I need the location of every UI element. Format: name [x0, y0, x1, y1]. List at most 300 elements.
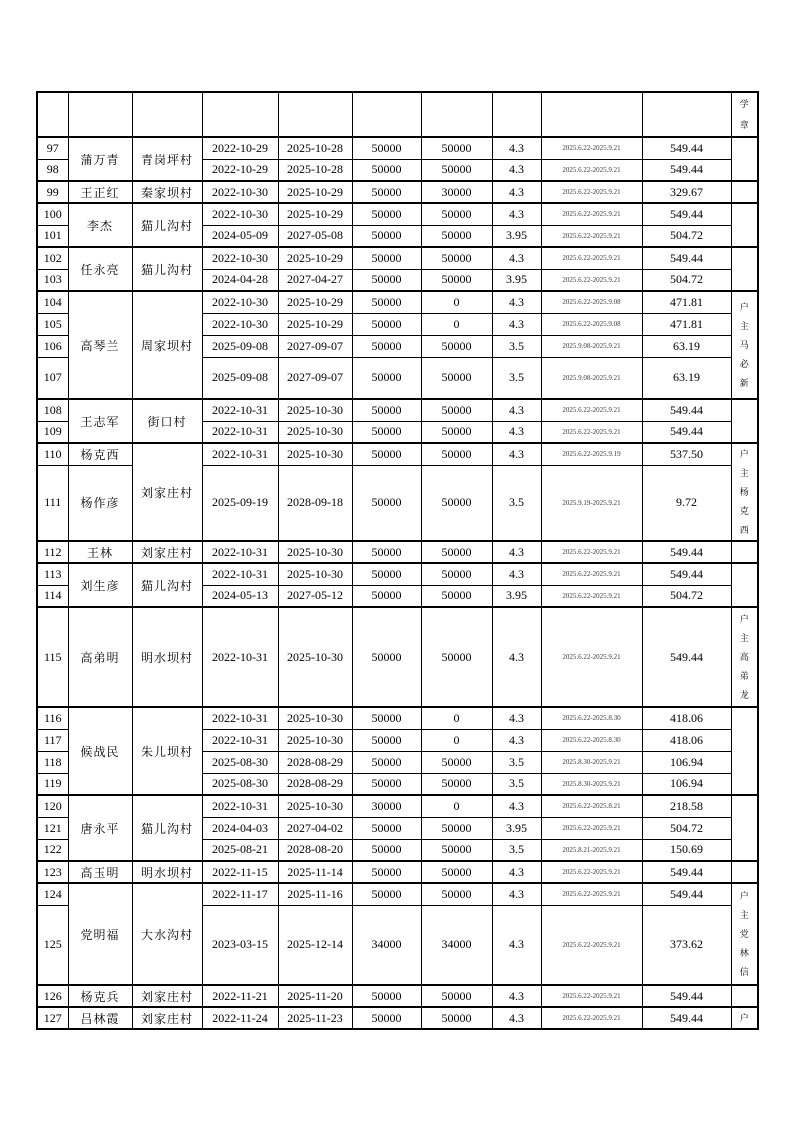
cell-balance: 50000 — [421, 751, 492, 773]
loan-table — [36, 91, 759, 1030]
cell-village: 刘家庄村 — [132, 1007, 202, 1029]
cell-amount: 50000 — [352, 291, 421, 313]
cell-no: 126 — [37, 985, 68, 1007]
cell-interest: 549.44 — [642, 203, 731, 225]
cell-interest: 504.72 — [642, 585, 731, 607]
cell-no: 108 — [37, 399, 68, 421]
cell-period: 2025.6.22-2025.9.08 — [541, 313, 642, 335]
cell-balance: 0 — [421, 291, 492, 313]
cell-village — [132, 92, 202, 137]
remark-char: 户 — [739, 890, 749, 901]
cell-interest: 471.81 — [642, 313, 731, 335]
cell-interest: 218.58 — [642, 795, 731, 817]
cell-no: 107 — [37, 357, 68, 399]
cell-interest: 373.62 — [642, 905, 731, 985]
cell-start-date: 2025-08-21 — [202, 839, 278, 861]
cell-balance: 50000 — [421, 985, 492, 1007]
cell-start-date: 2022-10-30 — [202, 181, 278, 203]
table-row — [37, 795, 758, 817]
table-row — [37, 137, 758, 159]
table-row — [37, 607, 758, 707]
cell-start-date: 2022-10-31 — [202, 729, 278, 751]
cell-end-date: 2025-10-30 — [278, 563, 352, 585]
cell-amount: 50000 — [352, 421, 421, 443]
remark-char: 户 — [739, 301, 749, 312]
cell-start-date: 2022-10-30 — [202, 247, 278, 269]
cell-start-date: 2024-04-03 — [202, 817, 278, 839]
cell-village: 猫儿沟村 — [132, 247, 202, 291]
cell-rate: 4.3 — [492, 707, 541, 729]
remark-char: 高 — [739, 651, 749, 662]
cell-rate: 4.3 — [492, 729, 541, 751]
cell-no: 99 — [37, 181, 68, 203]
cell-end-date: 2025-10-28 — [278, 159, 352, 181]
remark-char: 克 — [739, 505, 749, 516]
cell-no: 104 — [37, 291, 68, 313]
cell-interest: 549.44 — [642, 607, 731, 707]
cell-period: 2025.9.08-2025.9.21 — [541, 357, 642, 399]
cell-village: 秦家坝村 — [132, 181, 202, 203]
cell-amount: 50000 — [352, 861, 421, 883]
cell-balance: 34000 — [421, 905, 492, 985]
cell-amount: 30000 — [352, 795, 421, 817]
cell-end-date: 2027-04-02 — [278, 817, 352, 839]
cell-balance: 30000 — [421, 181, 492, 203]
cell-end-date: 2025-10-29 — [278, 291, 352, 313]
cell-village: 明水坝村 — [132, 607, 202, 707]
cell-no: 106 — [37, 335, 68, 357]
cell-balance: 50000 — [421, 465, 492, 541]
cell-amount: 50000 — [352, 563, 421, 585]
cell-no: 101 — [37, 225, 68, 247]
cell-no: 97 — [37, 137, 68, 159]
cell-name: 高弟明 — [68, 607, 132, 707]
cell-interest: 537.50 — [642, 443, 731, 465]
cell-village: 周家坝村 — [132, 291, 202, 399]
cell-rate: 4.3 — [492, 181, 541, 203]
cell-balance: 50000 — [421, 335, 492, 357]
cell-no: 125 — [37, 905, 68, 985]
cell-name: 杨克西 — [68, 443, 132, 465]
cell-end-date: 2025-10-30 — [278, 729, 352, 751]
cell-no: 112 — [37, 541, 68, 563]
table-row — [37, 247, 758, 269]
cell-interest: 150.69 — [642, 839, 731, 861]
cell-balance: 50000 — [421, 773, 492, 795]
cell-village: 刘家庄村 — [132, 443, 202, 541]
cell-balance: 50000 — [421, 443, 492, 465]
cell-balance: 50000 — [421, 269, 492, 291]
cell-start-date: 2022-10-31 — [202, 541, 278, 563]
cell-balance: 0 — [421, 795, 492, 817]
cell-village: 街口村 — [132, 399, 202, 443]
remark-char: 必 — [739, 358, 749, 369]
cell-amount: 50000 — [352, 335, 421, 357]
cell-village: 刘家庄村 — [132, 541, 202, 563]
cell-start-date: 2023-03-15 — [202, 905, 278, 985]
cell-balance: 50000 — [421, 137, 492, 159]
cell-period: 2025.6.22-2025.9.21 — [541, 883, 642, 905]
cell-remark — [731, 247, 758, 291]
cell-end-date: 2028-08-20 — [278, 839, 352, 861]
cell-balance: 50000 — [421, 585, 492, 607]
cell-interest: 106.94 — [642, 751, 731, 773]
cell-rate: 4.3 — [492, 137, 541, 159]
cell-balance: 50000 — [421, 1007, 492, 1029]
cell-interest: 63.19 — [642, 357, 731, 399]
cell-interest: 549.44 — [642, 137, 731, 159]
cell-no: 100 — [37, 203, 68, 225]
remark-char: 主 — [739, 320, 749, 331]
table-row — [37, 541, 758, 563]
remark-char: 章 — [739, 119, 749, 130]
cell-end-date: 2025-11-23 — [278, 1007, 352, 1029]
cell-rate: 4.3 — [492, 541, 541, 563]
cell-rate: 4.3 — [492, 795, 541, 817]
cell-remark — [731, 563, 758, 607]
remark-char: 党 — [739, 928, 749, 939]
cell-rate: 4.3 — [492, 861, 541, 883]
cell-rate: 3.5 — [492, 839, 541, 861]
cell-start-date: 2022-10-30 — [202, 291, 278, 313]
cell-amount: 50000 — [352, 839, 421, 861]
cell-end-date: 2028-08-29 — [278, 773, 352, 795]
cell-interest: 418.06 — [642, 707, 731, 729]
cell-amount: 50000 — [352, 159, 421, 181]
cell-remark — [731, 203, 758, 247]
cell-no: 119 — [37, 773, 68, 795]
cell-no — [37, 92, 68, 137]
cell-remark — [731, 181, 758, 203]
cell-start-date: 2024-05-09 — [202, 225, 278, 247]
cell-amount: 50000 — [352, 137, 421, 159]
cell-remark — [731, 795, 758, 861]
cell-no: 111 — [37, 465, 68, 541]
cell-interest: 549.44 — [642, 861, 731, 883]
cell-amount: 50000 — [352, 247, 421, 269]
cell-interest: 549.44 — [642, 159, 731, 181]
cell-rate: 4.3 — [492, 443, 541, 465]
cell-amount: 50000 — [352, 203, 421, 225]
cell-remark — [731, 137, 758, 181]
cell-amount: 50000 — [352, 729, 421, 751]
cell-start-date: 2022-10-31 — [202, 443, 278, 465]
cell-no: 116 — [37, 707, 68, 729]
cell-start-date: 2022-10-31 — [202, 795, 278, 817]
cell-remark-vertical — [731, 443, 758, 541]
cell-rate: 3.5 — [492, 773, 541, 795]
cell-village: 猫儿沟村 — [132, 203, 202, 247]
cell-no: 98 — [37, 159, 68, 181]
cell-rate: 3.5 — [492, 335, 541, 357]
remark-char: 西 — [739, 524, 749, 535]
table-row — [37, 443, 758, 465]
cell-amount: 50000 — [352, 817, 421, 839]
cell-rate: 4.3 — [492, 247, 541, 269]
cell-rate: 3.95 — [492, 817, 541, 839]
cell-name: 刘生彦 — [68, 563, 132, 607]
cell-rate: 3.5 — [492, 751, 541, 773]
cell-village: 朱儿坝村 — [132, 707, 202, 795]
cell-period: 2025.6.22-2025.8.30 — [541, 729, 642, 751]
cell-no: 124 — [37, 883, 68, 905]
cell-name: 高玉明 — [68, 861, 132, 883]
cell-village: 明水坝村 — [132, 861, 202, 883]
cell-remark-vertical — [731, 92, 758, 137]
cell-balance: 50000 — [421, 225, 492, 247]
cell-rate: 4.3 — [492, 421, 541, 443]
cell-start-date: 2022-11-17 — [202, 883, 278, 905]
cell-rate: 4.3 — [492, 159, 541, 181]
cell-amount — [352, 92, 421, 137]
cell-name: 任永亮 — [68, 247, 132, 291]
cell-remark — [731, 707, 758, 795]
cell-balance: 50000 — [421, 357, 492, 399]
cell-period: 2025.6.22-2025.9.21 — [541, 399, 642, 421]
cell-end-date: 2027-09-07 — [278, 335, 352, 357]
cell-amount: 50000 — [352, 465, 421, 541]
cell-interest: 504.72 — [642, 225, 731, 247]
remark-char: 马 — [739, 339, 749, 350]
cell-remark-vertical — [731, 607, 758, 707]
cell-period: 2025.6.22-2025.9.21 — [541, 607, 642, 707]
cell-name: 杨作彦 — [68, 465, 132, 541]
cell-name: 王志军 — [68, 399, 132, 443]
cell-balance: 0 — [421, 729, 492, 751]
cell-period: 2025.9.19-2025.9.21 — [541, 465, 642, 541]
cell-start-date: 2025-09-08 — [202, 335, 278, 357]
cell-interest: 549.44 — [642, 883, 731, 905]
cell-amount: 50000 — [352, 313, 421, 335]
cell-balance: 50000 — [421, 861, 492, 883]
remark-char: 户 — [739, 613, 749, 624]
cell-rate: 4.3 — [492, 203, 541, 225]
table-row — [37, 883, 758, 905]
cell-name: 高琴兰 — [68, 291, 132, 399]
cell-end-date: 2025-11-16 — [278, 883, 352, 905]
cell-amount: 50000 — [352, 225, 421, 247]
cell-start-date: 2024-05-13 — [202, 585, 278, 607]
cell-start-date: 2022-10-31 — [202, 421, 278, 443]
cell-name: 王林 — [68, 541, 132, 563]
cell-interest: 549.44 — [642, 985, 731, 1007]
cell-name: 李杰 — [68, 203, 132, 247]
table-row — [37, 985, 758, 1007]
cell-rate: 4.3 — [492, 291, 541, 313]
continuation-header-row — [37, 92, 758, 137]
remark-char: 龙 — [739, 689, 749, 700]
cell-start-date: 2022-11-21 — [202, 985, 278, 1007]
cell-start-date: 2022-10-29 — [202, 137, 278, 159]
cell-name: 蒲万青 — [68, 137, 132, 181]
cell-interest: 549.44 — [642, 399, 731, 421]
cell-village: 刘家庄村 — [132, 985, 202, 1007]
cell-end-date: 2025-10-30 — [278, 607, 352, 707]
cell-name: 唐永平 — [68, 795, 132, 861]
cell-interest: 9.72 — [642, 465, 731, 541]
cell-start-date — [202, 92, 278, 137]
cell-period: 2025.6.22-2025.9.21 — [541, 585, 642, 607]
cell-interest: 549.44 — [642, 541, 731, 563]
cell-end-date: 2025-10-29 — [278, 313, 352, 335]
table-row — [37, 563, 758, 585]
remark-char: 户 — [739, 448, 749, 459]
remark-char: 信 — [739, 966, 749, 977]
cell-start-date: 2022-10-30 — [202, 313, 278, 335]
cell-end-date: 2027-09-07 — [278, 357, 352, 399]
cell-amount: 34000 — [352, 905, 421, 985]
remark-char: 弟 — [739, 670, 749, 681]
remark-char: 新 — [739, 377, 749, 388]
cell-rate: 3.95 — [492, 269, 541, 291]
cell-interest: 504.72 — [642, 269, 731, 291]
cell-balance: 50000 — [421, 247, 492, 269]
cell-period: 2025.6.22-2025.8.30 — [541, 707, 642, 729]
cell-no: 113 — [37, 563, 68, 585]
cell-start-date: 2025-09-08 — [202, 357, 278, 399]
table-row — [37, 291, 758, 313]
cell-amount: 50000 — [352, 269, 421, 291]
remark-char: 主 — [739, 467, 749, 478]
table-row — [37, 861, 758, 883]
loan-table-body — [37, 92, 758, 1029]
cell-period: 2025.8.30-2025.9.21 — [541, 773, 642, 795]
cell-name: 王正红 — [68, 181, 132, 203]
cell-rate: 4.3 — [492, 563, 541, 585]
cell-end-date: 2025-10-30 — [278, 443, 352, 465]
cell-start-date: 2022-10-30 — [202, 203, 278, 225]
cell-remark — [731, 985, 758, 1007]
cell-village: 猫儿沟村 — [132, 563, 202, 607]
cell-amount: 50000 — [352, 585, 421, 607]
cell-end-date: 2027-05-12 — [278, 585, 352, 607]
cell-amount: 50000 — [352, 541, 421, 563]
cell-period: 2025.6.22-2025.9.21 — [541, 905, 642, 985]
cell-period: 2025.6.22-2025.9.21 — [541, 985, 642, 1007]
cell-start-date: 2022-10-31 — [202, 563, 278, 585]
cell-interest: 549.44 — [642, 247, 731, 269]
cell-amount: 50000 — [352, 985, 421, 1007]
cell-end-date: 2025-10-29 — [278, 203, 352, 225]
cell-balance: 50000 — [421, 159, 492, 181]
cell-period: 2025.6.22-2025.9.21 — [541, 269, 642, 291]
remark-char: 主 — [739, 909, 749, 920]
cell-period: 2025.9.08-2025.9.21 — [541, 335, 642, 357]
cell-balance: 50000 — [421, 399, 492, 421]
cell-no: 105 — [37, 313, 68, 335]
cell-interest — [642, 92, 731, 137]
cell-start-date: 2022-10-31 — [202, 607, 278, 707]
cell-period: 2025.6.22-2025.9.21 — [541, 181, 642, 203]
cell-balance: 50000 — [421, 541, 492, 563]
table-row — [37, 707, 758, 729]
cell-no: 115 — [37, 607, 68, 707]
cell-no: 110 — [37, 443, 68, 465]
cell-end-date: 2025-10-29 — [278, 247, 352, 269]
cell-start-date: 2025-09-19 — [202, 465, 278, 541]
cell-period: 2025.6.22-2025.9.21 — [541, 225, 642, 247]
cell-amount: 50000 — [352, 399, 421, 421]
cell-end-date: 2027-05-08 — [278, 225, 352, 247]
cell-end-date: 2025-10-30 — [278, 541, 352, 563]
cell-start-date: 2022-11-15 — [202, 861, 278, 883]
cell-end-date: 2025-11-14 — [278, 861, 352, 883]
table-row — [37, 181, 758, 203]
cell-end-date: 2025-11-20 — [278, 985, 352, 1007]
cell-balance — [421, 92, 492, 137]
cell-amount: 50000 — [352, 883, 421, 905]
cell-rate: 4.3 — [492, 1007, 541, 1029]
cell-balance: 0 — [421, 707, 492, 729]
cell-balance: 50000 — [421, 563, 492, 585]
cell-rate: 4.3 — [492, 883, 541, 905]
cell-no: 118 — [37, 751, 68, 773]
cell-remark-vertical — [731, 1007, 758, 1029]
cell-amount: 50000 — [352, 607, 421, 707]
cell-end-date: 2025-10-30 — [278, 421, 352, 443]
cell-village: 猫儿沟村 — [132, 795, 202, 861]
cell-end-date: 2028-08-29 — [278, 751, 352, 773]
cell-period: 2025.6.22-2025.9.21 — [541, 421, 642, 443]
cell-period: 2025.6.22-2025.9.21 — [541, 861, 642, 883]
cell-balance: 50000 — [421, 607, 492, 707]
cell-rate: 3.5 — [492, 465, 541, 541]
cell-start-date: 2022-10-31 — [202, 399, 278, 421]
cell-no: 102 — [37, 247, 68, 269]
cell-no: 123 — [37, 861, 68, 883]
cell-end-date: 2025-10-29 — [278, 181, 352, 203]
cell-period: 2025.6.22-2025.9.21 — [541, 247, 642, 269]
cell-start-date: 2025-08-30 — [202, 751, 278, 773]
cell-remark-vertical — [731, 883, 758, 985]
cell-interest: 106.94 — [642, 773, 731, 795]
cell-no: 117 — [37, 729, 68, 751]
cell-balance: 50000 — [421, 839, 492, 861]
cell-remark — [731, 541, 758, 563]
cell-start-date: 2022-10-29 — [202, 159, 278, 181]
cell-end-date: 2025-10-30 — [278, 399, 352, 421]
cell-name: 党明福 — [68, 883, 132, 985]
remark-char: 主 — [739, 632, 749, 643]
cell-period: 2025.6.22-2025.9.21 — [541, 159, 642, 181]
cell-period — [541, 92, 642, 137]
cell-balance: 0 — [421, 313, 492, 335]
cell-start-date: 2022-10-31 — [202, 707, 278, 729]
cell-end-date: 2025-10-28 — [278, 137, 352, 159]
cell-start-date: 2025-08-30 — [202, 773, 278, 795]
cell-interest: 418.06 — [642, 729, 731, 751]
cell-no: 109 — [37, 421, 68, 443]
cell-village: 青岗坪村 — [132, 137, 202, 181]
cell-period: 2025.6.22-2025.9.21 — [541, 203, 642, 225]
cell-no: 121 — [37, 817, 68, 839]
table-row — [37, 1007, 758, 1029]
cell-no: 120 — [37, 795, 68, 817]
cell-rate: 3.5 — [492, 357, 541, 399]
cell-interest: 549.44 — [642, 563, 731, 585]
cell-start-date: 2022-11-24 — [202, 1007, 278, 1029]
cell-rate: 4.3 — [492, 313, 541, 335]
cell-amount: 50000 — [352, 751, 421, 773]
cell-end-date: 2027-04-27 — [278, 269, 352, 291]
remark-char: 杨 — [739, 486, 749, 497]
cell-amount: 50000 — [352, 443, 421, 465]
cell-amount: 50000 — [352, 773, 421, 795]
cell-no: 103 — [37, 269, 68, 291]
cell-start-date: 2024-04-28 — [202, 269, 278, 291]
cell-remark — [731, 861, 758, 883]
cell-period: 2025.6.22-2025.8.21 — [541, 795, 642, 817]
